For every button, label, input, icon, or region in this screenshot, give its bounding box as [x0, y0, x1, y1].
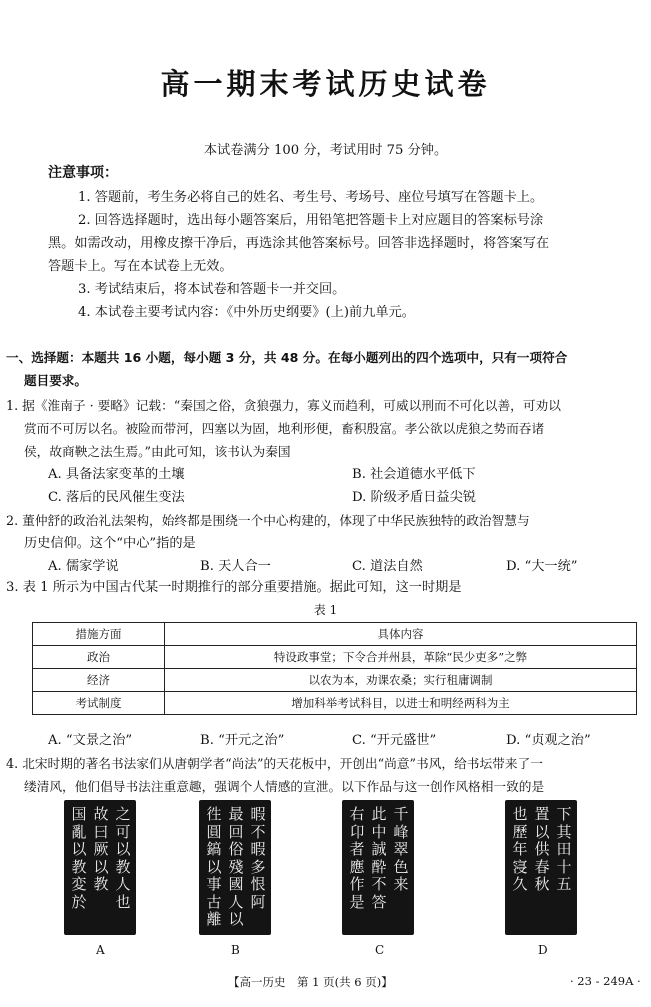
question-1-text: 赏而不可厉以名。被险而带河，四塞以为固，地利形便，畜积殷富。孝公欲以虎狼之势而吞诸	[24, 421, 545, 436]
calligraphy-column: 徃 圓 鎬 以 事 古 離	[206, 805, 222, 928]
question-4-text: 缕清风，他们倡导书法注重意趣，强调个人情感的宣泄。以下作品与这一创作风格相一致的是	[24, 779, 545, 794]
table-cell: 考试制度	[33, 692, 165, 715]
table-cell: 经济	[33, 669, 165, 692]
calligraphy-column: 故 曰 厥 以 教	[93, 805, 109, 893]
question-1-text: 1. 据《淮南子 · 要略》记载：“秦国之俗，贪狼强力，寡义而趋利，可威以刑而不可化以善，可劝以	[6, 398, 561, 413]
calligraphy-image-b	[199, 800, 271, 935]
table-row	[33, 646, 637, 669]
q3-option-d: D. “贞观之治”	[506, 733, 591, 748]
q2-option-d: D. “大一统”	[506, 559, 578, 574]
q1-option-a: A. 具备法家变革的土壤	[48, 467, 185, 482]
table-cell: 政治	[33, 646, 165, 669]
notice-line: 3. 考试结束后，将本试卷和答题卡一并交回。	[78, 282, 346, 297]
q2-option-b: B. 天人合一	[200, 559, 271, 574]
table-header-row	[33, 623, 637, 646]
notice-line: 4. 本试卷主要考试内容：《中外历史纲要》(上)前九单元。	[78, 305, 415, 320]
q3-option-b: B. “开元之治”	[200, 733, 285, 748]
image-label-d: D	[538, 943, 548, 957]
section-heading: 一、选择题：本题共 16 小题，每小题 3 分，共 48 分。在每小题列出的四个选项中，只有一项符合	[6, 350, 568, 365]
calligraphy-image-a	[64, 800, 136, 935]
calligraphy-column: 暇 不 暇 多 恨 阿	[250, 805, 266, 911]
section-heading-cont: 题目要求。	[24, 373, 87, 388]
question-1-text: 侯，故商鞅之法生焉。”由此可知，该书认为秦国	[24, 444, 291, 459]
question-3-text: 3. 表 1 所示为中国古代某一时期推行的部分重要措施。据此可知，这一时期是	[6, 580, 462, 595]
calligraphy-column: 之 可 以 教 人 也	[115, 805, 131, 911]
page-footer: 【高一历史 第 1 页(共 6 页)】	[228, 975, 393, 989]
calligraphy-column: 千 峰 翠 色 来	[393, 805, 409, 893]
question-4-text: 4. 北宋时期的著名书法家们从唐朝学者“尚法”的天花板中，开创出“尚意”书风，给书坛带来了一	[6, 756, 543, 771]
q2-option-a: A. 儒家学说	[48, 559, 119, 574]
calligraphy-image-c	[342, 800, 414, 935]
table-row	[33, 692, 637, 715]
table-row	[33, 669, 637, 692]
q1-option-d: D. 阶级矛盾日益尖锐	[352, 490, 476, 505]
page-code: · 23 - 249A ·	[570, 974, 641, 988]
table-header-cell: 措施方面	[33, 623, 165, 646]
q3-option-c: C. “开元盛世”	[352, 733, 437, 748]
calligraphy-column: 国 亂 以 教 変 於	[71, 805, 87, 911]
image-label-a: A	[96, 943, 105, 957]
notice-line: 1. 答题前，考生务必将自己的姓名、考生号、考场号、座位号填写在答题卡上。	[78, 190, 544, 205]
notice-line: 答题卡上。写在本试卷上无效。	[48, 259, 233, 274]
calligraphy-column: 最 回 俗 殘 國 人 以	[228, 805, 244, 928]
notice-line: 2. 回答选择题时，选出每小题答案后，用铅笔把答题卡上对应题目的答案标号涂	[78, 213, 544, 228]
q1-option-c: C. 落后的民风催生变法	[48, 490, 185, 505]
table-cell: 增加科举考试科目，以进士和明经两科为主	[165, 692, 637, 715]
table-cell: 特设政事堂；下令合并州县，革除“民少吏多”之弊	[165, 646, 637, 669]
calligraphy-column: 也 歷 年 寖 久	[512, 805, 528, 893]
measures-table	[32, 622, 637, 715]
calligraphy-column: 此 中 誠 酔 不 答	[371, 805, 387, 911]
page-title: 高一期末考试历史试卷	[160, 67, 491, 101]
calligraphy-column: 右 卬 者 應 作 是	[349, 805, 365, 911]
table-header-cell: 具体内容	[165, 623, 637, 646]
image-label-c: C	[375, 943, 385, 957]
notice-line: 黑。如需改动，用橡皮擦干净后，再选涂其他答案标号。回答非选择题时，将答案写在	[48, 236, 550, 251]
image-label-b: B	[231, 943, 240, 957]
exam-info: 本试卷满分 100 分，考试用时 75 分钟。	[203, 143, 448, 158]
calligraphy-column: 置 以 供 春 秋	[534, 805, 550, 893]
table-cell: 以农为本，劝课农桑；实行租庸调制	[165, 669, 637, 692]
question-2-text: 2. 董仲舒的政治礼法架构，始终都是围绕一个中心构建的，体现了中华民族独特的政治智慧与	[6, 513, 530, 528]
table-caption: 表 1	[313, 603, 338, 617]
q2-option-c: C. 道法自然	[352, 559, 423, 574]
calligraphy-column: 下 其 田 十 五	[556, 805, 572, 893]
calligraphy-image-d	[505, 800, 577, 935]
notice-heading: 注意事项：	[48, 165, 118, 181]
q3-option-a: A. “文景之治”	[48, 733, 133, 748]
question-2-text: 历史信仰。这个“中心”指的是	[24, 536, 196, 551]
q1-option-b: B. 社会道德水平低下	[352, 467, 476, 482]
